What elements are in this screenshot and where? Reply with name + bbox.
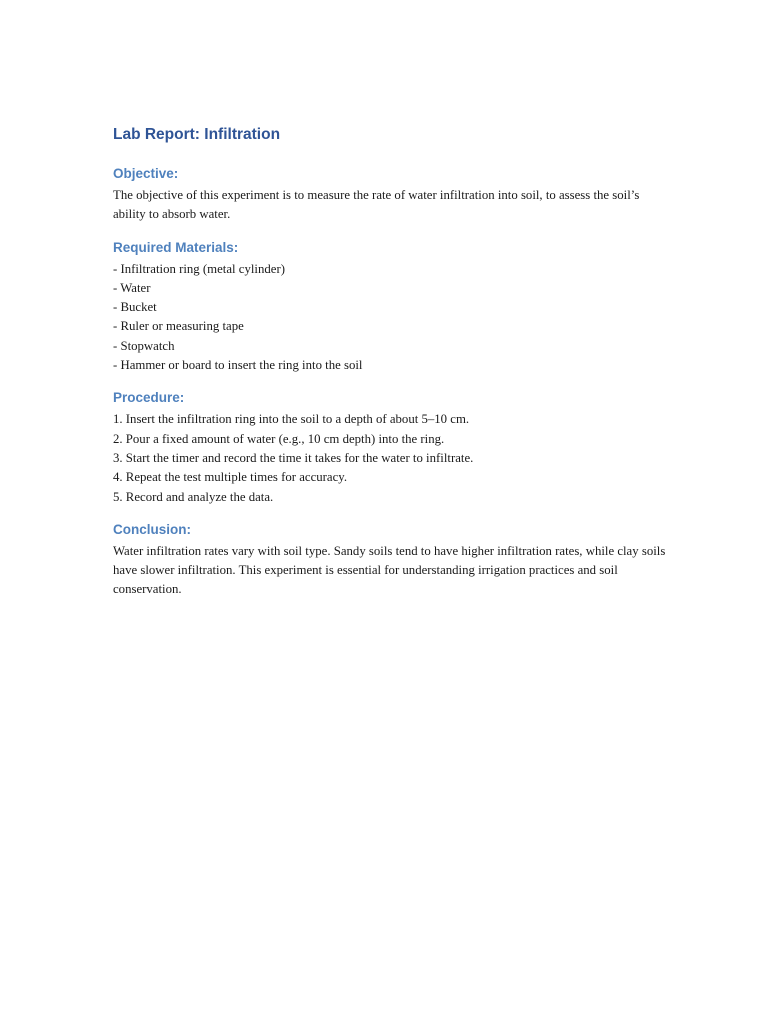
document-page	[113, 124, 673, 613]
procedure-list	[113, 410, 673, 506]
materials-list	[113, 260, 673, 376]
procedure-heading: Procedure:	[113, 390, 185, 406]
conclusion-section	[113, 520, 673, 600]
conclusion-text: Water infiltration rates vary with soil type. Sandy soils tend to have higher infiltration rates, while clay soils have slower infiltration. This experiment is essential for understanding irrigation practices and soil conservation.	[113, 543, 666, 597]
objective-heading: Objective:	[113, 166, 179, 181]
list-item: - Hammer or board to insert the ring into the soil	[113, 358, 363, 373]
list-item: 2. Pour a fixed amount of water (e.g., 10 cm depth) into the ring.	[113, 431, 445, 446]
materials-heading: Required Materials:	[113, 239, 239, 255]
list-item: - Stopwatch	[113, 338, 175, 353]
procedure-section	[113, 388, 673, 506]
list-item: - Water	[113, 280, 151, 295]
objective-text: The objective of this experiment is to measure the rate of water infiltration into soil, to assess the soil’s ability to absorb water.	[113, 188, 640, 222]
objective-section	[113, 164, 673, 225]
list-item: 5. Record and analyze the data.	[113, 489, 274, 504]
list-item: - Ruler or measuring tape	[113, 319, 244, 334]
document-title: Lab Report: Infiltration	[113, 126, 281, 143]
list-item: - Infiltration ring (metal cylinder)	[113, 261, 285, 276]
list-item: 1. Insert the infiltration ring into the soil to a depth of about 5–10 cm.	[113, 412, 470, 427]
conclusion-heading: Conclusion:	[113, 521, 191, 537]
list-item: - Bucket	[113, 300, 157, 315]
materials-section	[113, 238, 673, 376]
list-item: 4. Repeat the test multiple times for accuracy.	[113, 470, 348, 485]
list-item: 3. Start the timer and record the time it takes for the water to infiltrate.	[113, 450, 474, 465]
